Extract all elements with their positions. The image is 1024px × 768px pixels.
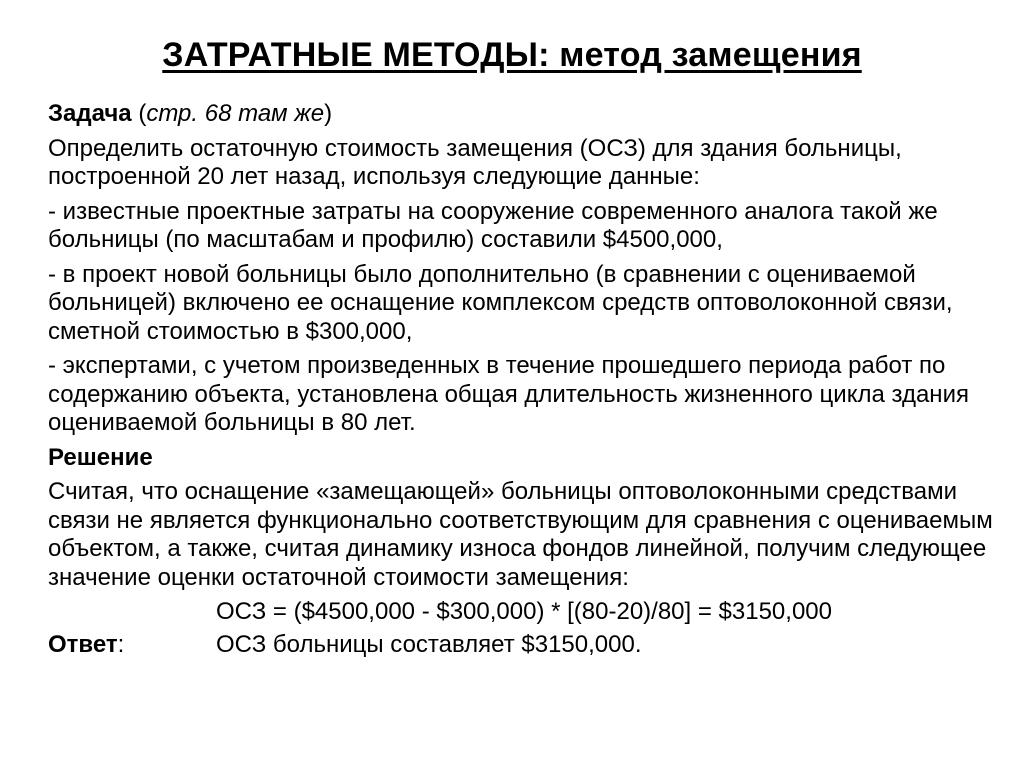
task-ref-close: ) [324, 100, 333, 127]
task-label: Задача [48, 100, 132, 127]
task-statement: Определить остаточную стоимость замещения (ОСЗ) для здания больницы, построенной 20 лет назад, используя следующие данные: [48, 134, 902, 190]
task-reference: стр. 68 там же [146, 100, 325, 127]
slide-content [48, 100, 998, 659]
task-ref-open: ( [138, 100, 147, 127]
answer-label-wrap [48, 631, 216, 660]
task-heading [48, 100, 998, 129]
task-item-analog-cost: - известные проектные затраты на сооружение современного аналога такой же больницы (по масштабам и профилю) составили $4500,000, [48, 197, 938, 253]
solution-text: Считая, что оснащение «замещающей» больницы оптоволоконными средствами связи не является функционально соответствующим для сравнения с оцениваемым объектом, а также, считая динамику износа фондов линейной, получим следующее значение оценки остаточной стоимости замещения: [48, 478, 993, 591]
page-title: ЗАТРАТНЫЕ МЕТОДЫ: метод замещения [162, 36, 862, 74]
solution-formula: ОСЗ = ($4500,000 - $300,000) * [(80-20)/80] = $3150,000 [216, 598, 832, 625]
answer-label: Ответ [48, 630, 118, 658]
answer-colon: : [117, 630, 125, 658]
task-item-lifecycle: - экспертами, с учетом произведенных в течение прошедшего периода работ по содержанию объекта, установлена общая длительность жизненного цикла здания оцениваемой больницы в 80 лет. [48, 352, 969, 436]
answer-text: ОСЗ больницы составляет $3150,000. [216, 630, 642, 658]
task-item-fiber-optic: - в проект новой больницы было дополнительно (в сравнении с оцениваемой больницей) включено ее оснащение комплексом средств оптоволоконной связи, сметной стоимостью в $300,000, [48, 260, 953, 345]
answer-row [48, 631, 998, 660]
solution-label: Решение [48, 443, 153, 471]
